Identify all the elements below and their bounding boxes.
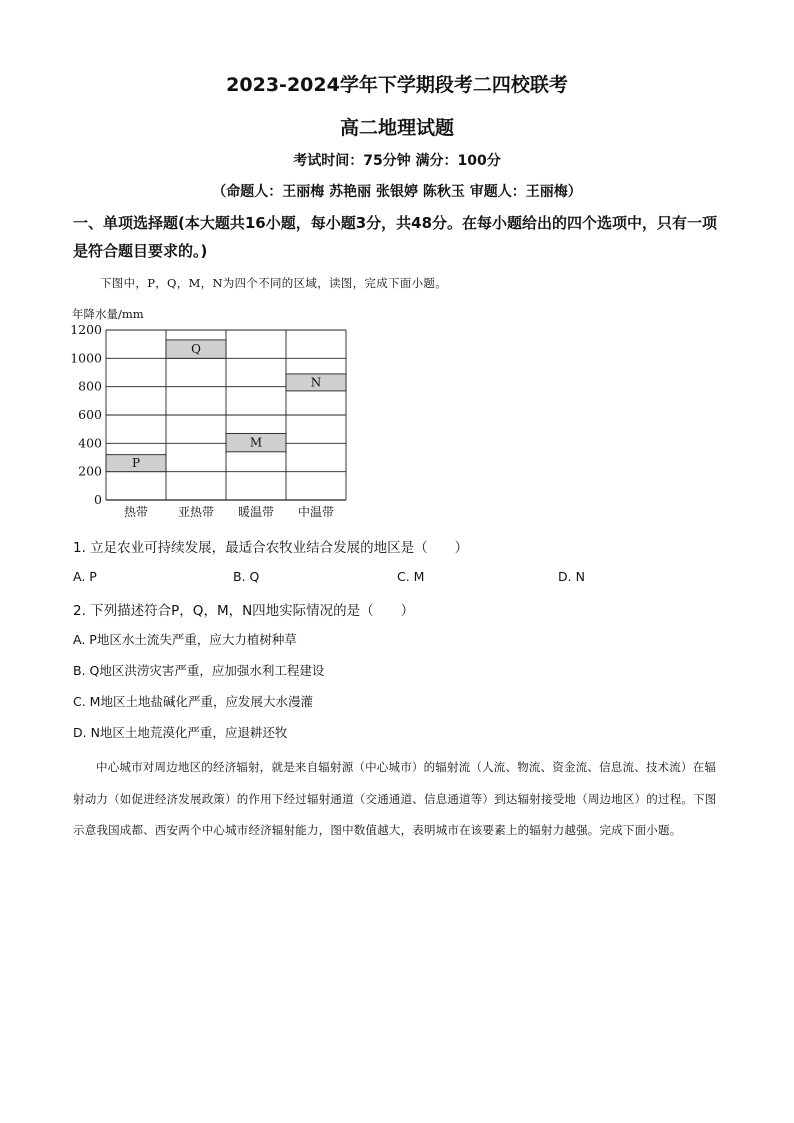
section-heading: 一、单项选择题(本大题共16小题，每小题3分，共48分。在每小题给出的四个选项中，只有一项是符合题目要求的。) [73, 214, 718, 260]
question-2-option-c[interactable]: C. M地区土地盐碱化严重，应发展大水漫灌 [73, 694, 313, 709]
y-tick-label: 0 [94, 492, 102, 507]
question-2-stem: 2. 下列描述符合P，Q，M，N四地实际情况的是（ ） [73, 603, 415, 619]
chart-y-axis-label: 年降水量/mm [72, 307, 144, 321]
y-tick-label: 800 [78, 378, 102, 394]
authors-line: （命题人：王丽梅 苏艳丽 张银婷 陈秋玉 审题人：王丽梅） [212, 184, 582, 200]
exam-title: 2023-2024学年下学期段考二四校联考 [226, 74, 568, 96]
region-label-m: M [249, 435, 263, 450]
y-tick-label: 400 [78, 435, 102, 451]
region-label-q: Q [191, 342, 201, 357]
y-tick-label: 1200 [70, 322, 102, 337]
question-2-option-d[interactable]: D. N地区土地荒漠化严重，应退耕还牧 [73, 725, 288, 740]
x-tick-label: 亚热带 [177, 505, 215, 519]
exam-info: 考试时间：75分钟 满分：100分 [293, 153, 501, 169]
subject-title: 高二地理试题 [339, 117, 454, 139]
question-1-option-c[interactable]: C. M [397, 569, 425, 584]
y-tick-label: 200 [78, 463, 102, 479]
question-1-option-d[interactable]: D. N [558, 569, 585, 584]
precipitation-chart [60, 302, 360, 524]
region-label-n: N [310, 375, 322, 390]
x-tick-label: 暖温带 [237, 505, 275, 519]
y-tick-label: 1000 [70, 350, 102, 366]
region-label-p: P [131, 456, 141, 471]
question-2-option-b[interactable]: B. Q地区洪涝灾害严重，应加强水利工程建设 [73, 663, 325, 678]
reading-passage: 中心城市对周边地区的经济辐射，就是来自辐射源（中心城市）的辐射流（人流、物流、资金流、信息流、技术流）在辐射动力（如促进经济发展政策）的作用下经过辐射通道（交通通道、信息通道等）到达辐射接受地（周边地区）的过程。下图示意我国成都、西安两个中心城市经济辐射能力，图中数值越大，表明城市在该要素上的辐射力越强。完成下面小题。 [73, 760, 717, 837]
question-intro: 下图中，P，Q，M，N为四个不同的区域，读图，完成下面小题。 [100, 276, 447, 290]
question-2-option-a[interactable]: A. P地区水土流失严重，应大力植树种草 [73, 632, 297, 647]
question-1-stem: 1. 立足农业可持续发展，最适合农牧业结合发展的地区是（ ） [73, 540, 469, 556]
x-tick-label: 热带 [123, 505, 149, 519]
question-1-option-a[interactable]: A. P [73, 569, 97, 584]
y-tick-label: 600 [78, 407, 102, 422]
x-tick-label: 中温带 [297, 505, 335, 519]
question-1-option-b[interactable]: B. Q [233, 569, 260, 584]
